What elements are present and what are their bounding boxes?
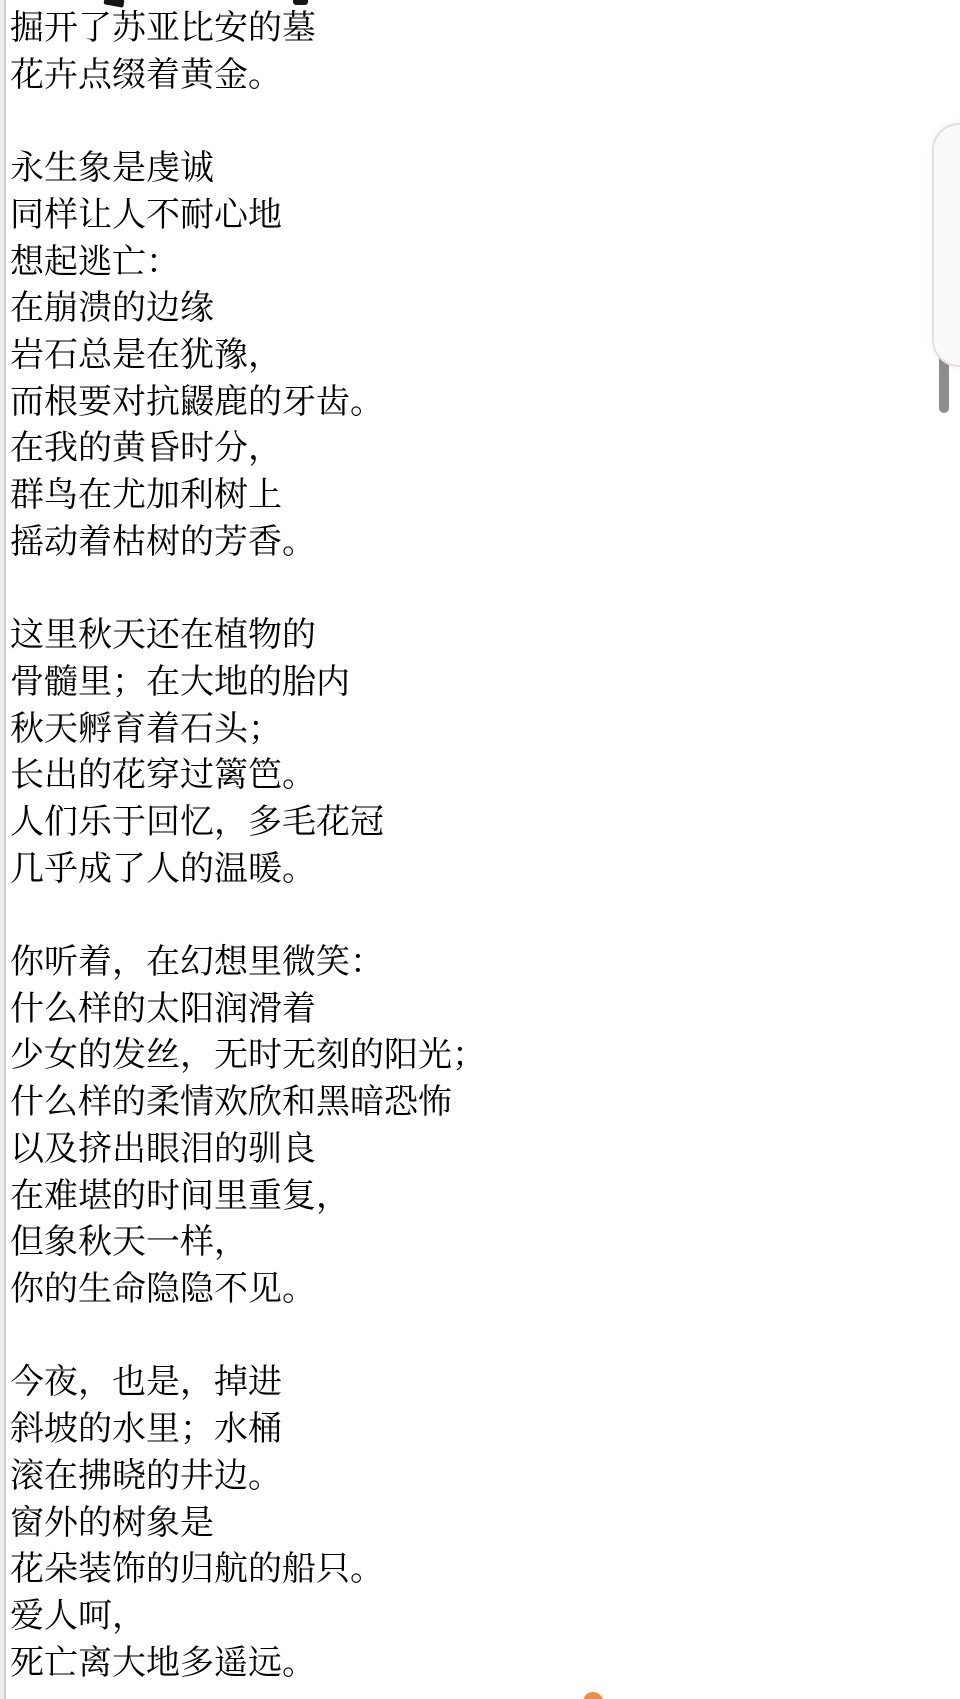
- poem-line: 什么样的柔情欢欣和黑暗恐怖: [10, 1083, 452, 1122]
- poem-line: 窗外的树象是: [10, 1503, 214, 1542]
- poem-line: [10, 892, 870, 939]
- poem-line: 掘开了苏亚比安的墓: [10, 9, 316, 47]
- poem-line: 少女的发丝，无时无刻的阳光；: [10, 1036, 486, 1075]
- poem-line: 什么样的太阳润滑着: [10, 989, 316, 1028]
- poem-line: 群鸟在尤加利树上: [10, 476, 282, 515]
- poem-line: 斜坡的水里；水桶: [10, 1410, 282, 1449]
- poem-line: [10, 1313, 870, 1360]
- poem-line: 死亡离大地多遥远。: [10, 1643, 316, 1682]
- poem-line: 岩石总是在犹豫，: [10, 335, 282, 374]
- edge-panel-handle[interactable]: [932, 123, 960, 367]
- poem-line: 在我的黄昏时分，: [10, 429, 282, 468]
- poem-line: 花朵装饰的归航的船只。: [10, 1550, 384, 1589]
- poem-line: 永生象是虔诚: [10, 149, 214, 188]
- poem-line: 想起逃亡：: [10, 242, 180, 281]
- floating-action-button-peek[interactable]: [583, 1692, 603, 1699]
- poem-line: 长出的花穿过篱笆。: [10, 756, 316, 795]
- poem-line: 滚在拂晓的井边。: [10, 1456, 282, 1495]
- poem-line: 秋天孵育着石头；: [10, 709, 282, 748]
- poem-line: 但象秋天一样，: [10, 1223, 248, 1262]
- poem-line: 你听着，在幻想里微笑：: [10, 943, 384, 982]
- poem-line: 骨髓里；在大地的胎内: [10, 662, 350, 701]
- poem-line: 而根要对抗鼹鹿的牙齿。: [10, 382, 384, 421]
- poem-text: [10, 5, 870, 1686]
- poem-line: 在崩溃的边缘: [10, 289, 214, 328]
- poem-line: 在难堪的时间里重复，: [10, 1176, 350, 1215]
- poem-line: [10, 565, 870, 612]
- poem-line: 你的生命隐隐不见。: [10, 1269, 316, 1308]
- poem-line: 以及挤出眼泪的驯良: [10, 1129, 316, 1168]
- poem-line: [10, 98, 870, 145]
- poem-line: 摇动着枯树的芳香。: [10, 522, 316, 561]
- poem-line: 爱人呵，: [10, 1596, 146, 1635]
- poem-line: 人们乐于回忆，多毛花冠: [10, 802, 384, 841]
- poem-line: 花卉点缀着黄金。: [10, 55, 282, 94]
- poem-line: 今夜，也是，掉进: [10, 1363, 282, 1402]
- poem-line: 同样让人不耐心地: [10, 195, 282, 234]
- poem-line: 几乎成了人的温暖。: [10, 849, 316, 888]
- poem-line: 这里秋天还在植物的: [10, 616, 316, 655]
- left-rule-line: [4, 0, 6, 1699]
